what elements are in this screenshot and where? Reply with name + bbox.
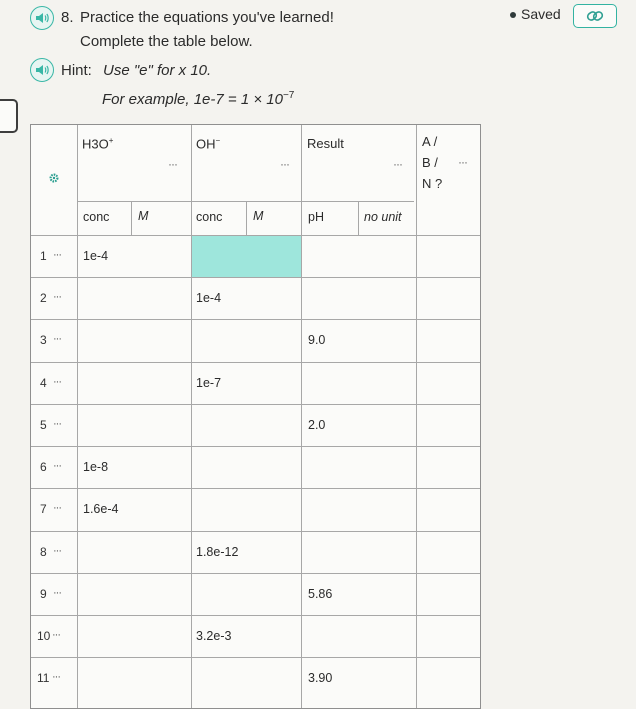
row-menu-button[interactable]: ··· xyxy=(53,587,61,599)
oh-conc-cell[interactable]: 1e-4 xyxy=(196,291,222,305)
row-menu-button[interactable]: ··· xyxy=(53,502,61,514)
hint-example xyxy=(102,90,294,108)
result-header: Result xyxy=(307,136,344,151)
nounit-subheader: no unit xyxy=(364,210,402,224)
row-menu-button[interactable]: ··· xyxy=(53,249,61,261)
row-menu-button[interactable]: ··· xyxy=(53,291,61,303)
ph-cell[interactable]: 3.90 xyxy=(308,671,333,685)
speaker-icon xyxy=(34,10,50,26)
row-number: 6 xyxy=(40,460,47,474)
row-menu-button[interactable]: ··· xyxy=(52,629,60,641)
row-number: 2 xyxy=(40,291,47,305)
ph-subheader: pH xyxy=(308,210,324,224)
oh-header xyxy=(196,136,220,151)
row-number: 7 xyxy=(40,502,47,516)
audio-hint-button[interactable] xyxy=(30,58,54,82)
row-number: 3 xyxy=(40,333,47,347)
question-title: Practice the equations you've learned! xyxy=(80,9,334,26)
data-table xyxy=(30,124,481,709)
h3o-conc-subheader: conc xyxy=(83,210,110,224)
row-menu-button[interactable]: ··· xyxy=(53,460,61,472)
h3o-header-label: H3O xyxy=(82,136,109,152)
abn-line-a: A / xyxy=(422,134,438,149)
saved-dot-icon xyxy=(510,12,516,18)
row-number: 4 xyxy=(40,376,47,390)
oh-conc-subheader: conc xyxy=(196,210,223,224)
oh-header-charge: − xyxy=(215,136,221,145)
hint-example-text: For example, 1e-7 = 1 × 10 xyxy=(102,91,283,108)
oh-conc-cell[interactable]: 3.2e-3 xyxy=(196,629,232,643)
oh-menu-button[interactable]: ··· xyxy=(280,157,289,171)
row-number: 8 xyxy=(40,545,47,559)
link-icon xyxy=(586,8,604,24)
row-number: 9 xyxy=(40,587,47,601)
ph-cell[interactable]: 2.0 xyxy=(308,418,326,432)
hint-label: Hint: xyxy=(61,62,92,79)
row-menu-button[interactable]: ··· xyxy=(53,545,61,557)
h3o-unit-subheader: M xyxy=(138,209,149,223)
row-number: 11 xyxy=(37,671,50,685)
ph-cell[interactable]: 5.86 xyxy=(308,587,333,601)
side-panel-tab[interactable] xyxy=(0,99,18,133)
h3o-conc-cell[interactable]: 1e-8 xyxy=(83,460,109,474)
oh-conc-cell[interactable]: 1.8e-12 xyxy=(196,545,239,559)
speaker-icon xyxy=(34,62,50,78)
row-menu-button[interactable]: ··· xyxy=(53,333,61,345)
row-number: 1 xyxy=(40,249,47,263)
oh-unit-subheader: M xyxy=(253,209,264,223)
abn-line-b: B / xyxy=(422,155,438,170)
h3o-menu-button[interactable]: ··· xyxy=(168,157,177,171)
saved-status: Saved xyxy=(521,6,561,22)
row-number: 10 xyxy=(37,629,51,643)
question-subtitle: Complete the table below. xyxy=(80,33,253,50)
row-menu-button[interactable]: ··· xyxy=(53,418,61,430)
audio-question-button[interactable] xyxy=(30,6,54,30)
active-cell[interactable] xyxy=(191,235,301,277)
row-number: 5 xyxy=(40,418,47,432)
h3o-conc-cell[interactable]: 1e-4 xyxy=(83,249,109,263)
h3o-header xyxy=(82,136,113,151)
oh-header-label: OH xyxy=(196,136,216,152)
oh-conc-cell[interactable]: 1e-7 xyxy=(196,376,222,390)
ph-cell[interactable]: 9.0 xyxy=(308,333,326,347)
row-menu-button[interactable]: ··· xyxy=(52,671,60,683)
hint-example-exponent: −7 xyxy=(282,90,295,101)
link-button[interactable] xyxy=(573,4,617,28)
abn-menu-button[interactable]: ··· xyxy=(458,155,467,169)
h3o-header-charge: + xyxy=(108,136,114,145)
abn-line-n: N ? xyxy=(422,176,443,191)
gear-icon[interactable] xyxy=(48,172,60,184)
hint-text: Use "e" for x 10. xyxy=(103,62,212,79)
row-menu-button[interactable]: ··· xyxy=(53,376,61,388)
question-number: 8. xyxy=(61,9,74,26)
h3o-conc-cell[interactable]: 1.6e-4 xyxy=(83,502,119,516)
result-menu-button[interactable]: ··· xyxy=(393,157,402,171)
